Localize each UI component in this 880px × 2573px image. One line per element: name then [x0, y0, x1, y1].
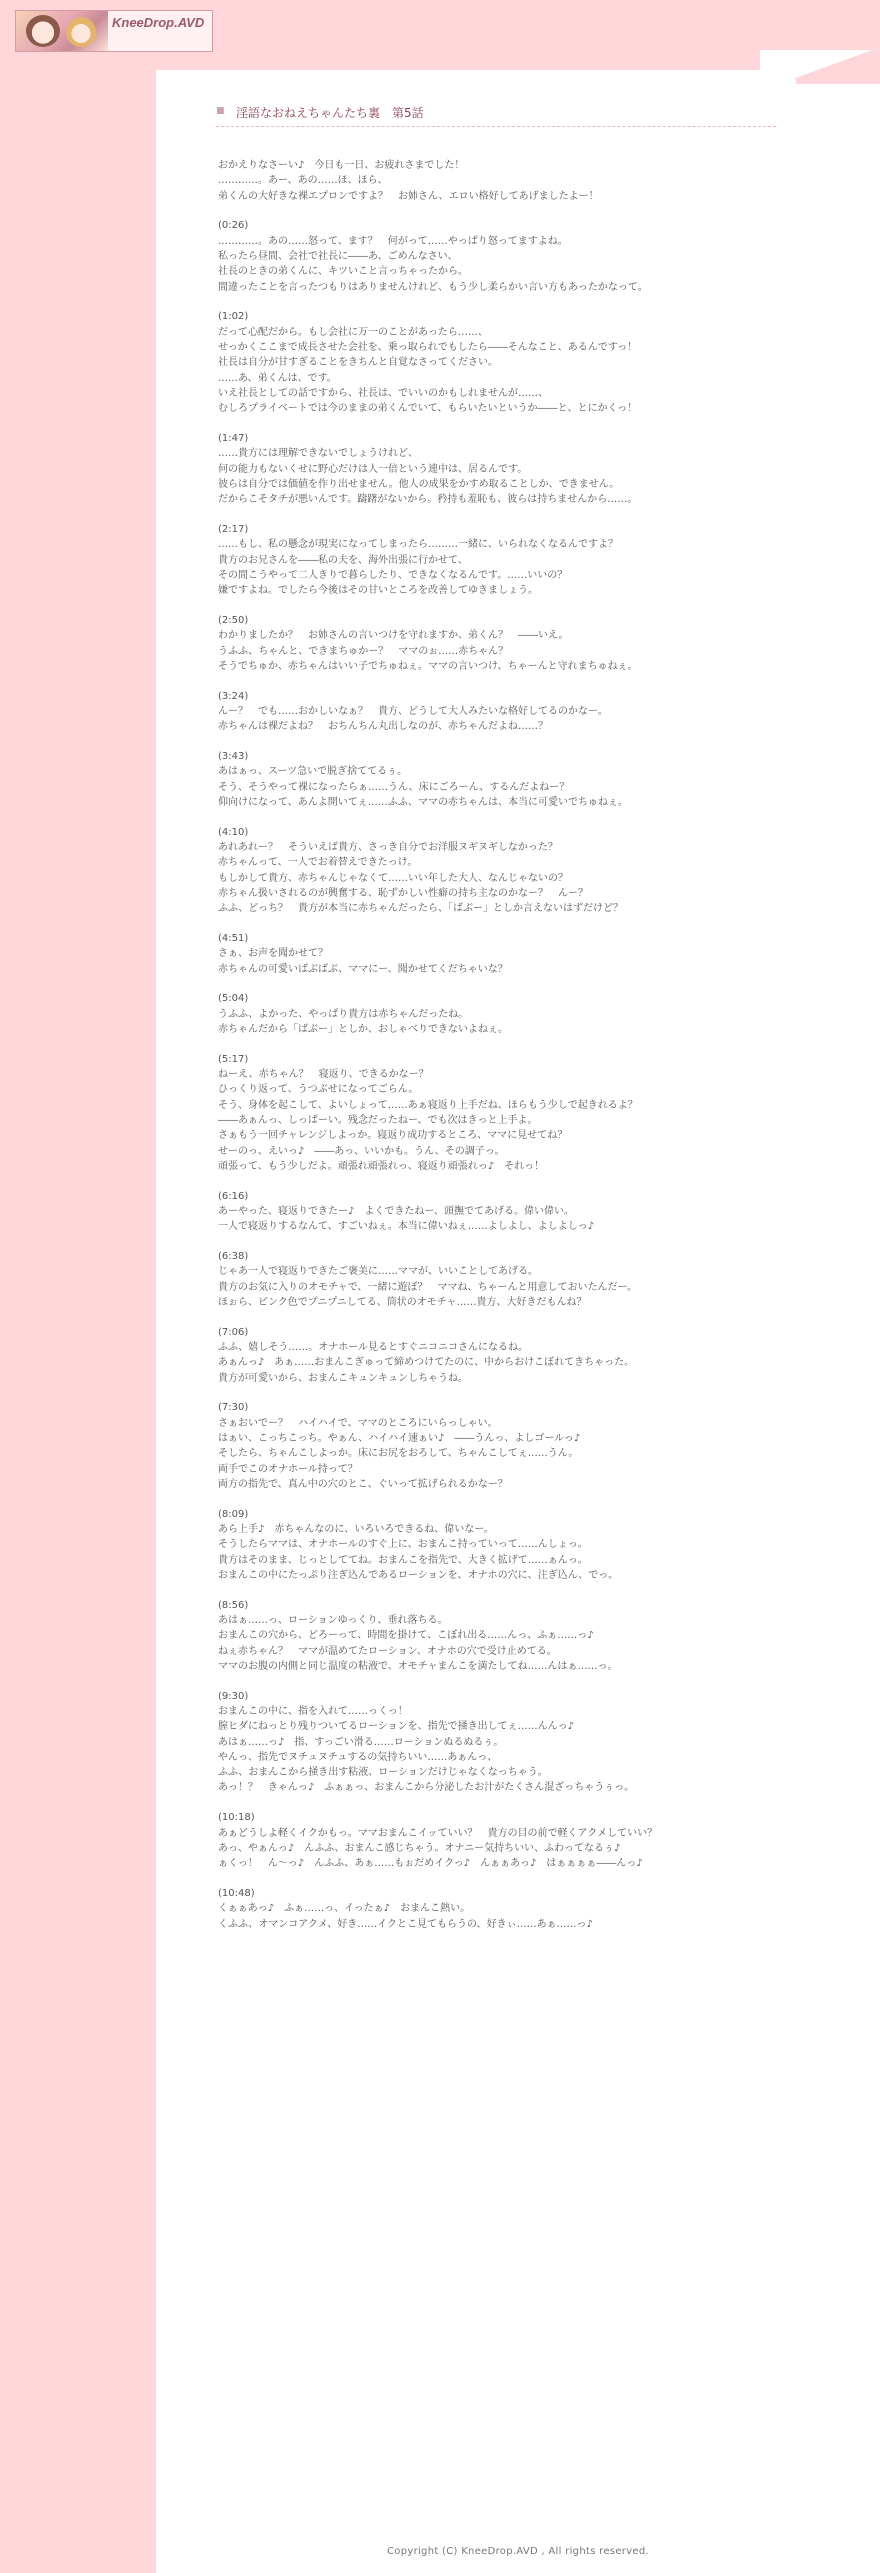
story-paragraph — [218, 431, 818, 507]
story-line: 貴方はそのまま、じっとしててね。おまんこを指先で、大きく拡げて……ぁんっ。 — [218, 1554, 588, 1566]
story-line: 私ったら昼間、会社で社長に――あ、ごめんなさい、 — [218, 250, 458, 262]
timestamp-line: (4:10) — [218, 826, 249, 838]
story-line: ぁくっ！ ん〜っ♪ んふふ、あぁ……もぉだめイクっ♪ んぁぁあっ♪ はぁぁぁぁ――んっ♪ — [218, 1858, 643, 1870]
story-line: もしかして貴方、赤ちゃんじゃなくて……いい年した大人、なんじゃないの？ — [218, 872, 568, 884]
story-line: あはぁっ、スーツ急いで脱ぎ捨ててるぅ。 — [218, 766, 408, 778]
story-line: ……もし、私の懸念が現実になってしまったら………一緒に、いられなくなるんですよ？ — [218, 539, 618, 551]
story-line: ママのお腹の内側と同じ温度の粘液で、オモチャまんこを満たしてね……んはぁ……っ。 — [218, 1660, 618, 1672]
timestamp-line: (2:50) — [218, 614, 249, 626]
timestamp-line: (7:06) — [218, 1326, 249, 1338]
story-line: ……貴方には理解できないでしょうけれど、 — [218, 448, 418, 460]
timestamp-line: (7:30) — [218, 1402, 249, 1414]
story-paragraph — [218, 1325, 818, 1386]
story-paragraph — [218, 1507, 818, 1583]
story-line: あぁどうしよ軽くイクかもっ。ママおまんこイッていい？ 貴方の目の前で軽くアクメしていい？ — [218, 1827, 658, 1839]
story-line: ほぉら、ピンク色でプニプニしてる、筒状のオモチャ……貴方、大好きだもんね？ — [218, 1296, 587, 1308]
story-line: せっかくここまで成長させた会社を、乗っ取られでもしたら――そんなこと、あるんですっ！ — [218, 341, 638, 353]
timestamp-line: (6:16) — [218, 1190, 249, 1202]
story-paragraph — [218, 1810, 818, 1871]
story-line: ふふ、嬉しそう……。オナホール見るとすぐニコニコさんになるね。 — [218, 1342, 528, 1353]
story-line: 嫌ですよね。でしたら今後はその甘いところを改善してゆきましょう。 — [218, 585, 538, 597]
story-line: …………。あー、あの……ほ、ほら、 — [218, 175, 388, 187]
copyright-footer: Copyright (C) KneeDrop.AVD , All rights reserved. — [387, 2546, 649, 2557]
site-logo[interactable] — [15, 10, 213, 52]
story-line: いえ社長としての話ですから、社長は、でいいのかもしれませんが……、 — [218, 387, 548, 399]
story-line: おまんこの中に、指を入れて……っくっ！ — [218, 1705, 408, 1717]
timestamp-line: (1:02) — [218, 311, 249, 323]
timestamp-line: (10:48) — [218, 1887, 255, 1899]
story-line: せーのっ、えいっ♪ ――あっ、いいかも。うん、その調子っ。 — [218, 1145, 505, 1157]
story-line: あれあれー？ そういえば貴方、さっき自分でお洋服ヌギヌギしなかった？ — [218, 841, 558, 853]
story-paragraph — [218, 931, 818, 977]
story-line: あら上手♪ 赤ちゃんなのに、いろいろできるね、偉いなー。 — [218, 1523, 494, 1535]
timestamp-line: (4:51) — [218, 932, 249, 944]
story-paragraph — [218, 1249, 818, 1310]
story-line: 弟くんの大好きな裸エプロンですよ？ お姉さん、エロい格好してあげましたよー！ — [218, 190, 599, 202]
story-line: だからこそタチが悪いんです。躊躇がないから。矜持も羞恥も、彼らは持ちませんから……。 — [218, 494, 638, 506]
story-line: くふふ、オマンコアクメ、好き……イクとこ見てもらうの、好きぃ……あぁ……っ♪ — [218, 1918, 593, 1930]
story-line: 貴方のお兄さんを――私の夫を、海外出張に行かせて、 — [218, 554, 468, 566]
timestamp-line: (10:18) — [218, 1812, 255, 1824]
story-line: 貴方のお気に入りのオモチャで、一緒に遊ぼ？ ママね、ちゃーんと用意しておいたんだー。 — [218, 1281, 638, 1293]
story-line: んー？ でも……おかしいなぁ？ 貴方、どうして大人みたいな格好してるのかなー。 — [218, 705, 608, 717]
story-line: …………。あの……怒って、ます？ 何がって……やっぱり怒ってますよね。 — [218, 235, 568, 247]
story-line: うふふ、ちゃんと、できまちゅかー？ ママのぉ……赤ちゃん？ — [218, 645, 509, 657]
story-line: 間違ったことを言ったつもりはありませんけれど、もう少し柔らかい言い方もあったかなって。 — [218, 281, 648, 293]
story-line: 社長は自分が甘すぎることをきちんと自覚なさってください。 — [218, 357, 498, 369]
story-line: ねーえ、赤ちゃん？ 寝返り、できるかなー？ — [218, 1069, 429, 1081]
story-line: そう、身体を起こして、よいしょって……あぁ寝返り上手だね、ほらもう少しで起きれるよ？ — [218, 1099, 638, 1111]
story-paragraph — [218, 1052, 818, 1174]
story-line: あはぁ……っ、ローションゆっくり、垂れ落ちる。 — [218, 1614, 448, 1626]
story-line: 社長のときの弟くんに、キツいこと言っちゃったから。 — [218, 266, 468, 278]
story-paragraph — [218, 1400, 818, 1492]
story-line: やんっ、指先でヌチュヌチュするの気持ちいい……あぁんっ、 — [218, 1751, 498, 1763]
story-line: そうでちゅか、赤ちゃんはいい子でちゅねぇ。ママの言いつけ、ちゃーんと守れまちゅねぇ。 — [218, 660, 638, 672]
story-line: むしろプライベートでは今のままの弟くんでいて、もらいたいというか――と、とにかくっ！ — [218, 403, 638, 415]
story-line: あっ！？ きゃんっ♪ ふぁぁっ、おまんこから分泌したお汁がたくさん混ざっちゃうぅっ。 — [218, 1782, 635, 1794]
story-line: 赤ちゃん扱いされるのが興奮する、恥ずかしい性癖の持ち主なのかなー？ んー？ — [218, 887, 588, 899]
story-paragraph — [218, 1886, 818, 1932]
story-paragraph — [218, 749, 818, 810]
timestamp-line: (1:47) — [218, 432, 249, 444]
story-paragraph — [218, 522, 818, 598]
story-paragraph — [218, 991, 818, 1037]
story-line: その間こうやって二人きりで暮らしたり、できなくなるんです。……いいの？ — [218, 569, 568, 581]
story-line: 両手でこのオナホール持って？ — [218, 1463, 358, 1475]
page-header — [216, 98, 776, 127]
page-title: 淫語なおねえちゃんたち裏 第5話 — [236, 106, 424, 120]
story-line: 赤ちゃんは裸だよね？ おちんちん丸出しなのが、赤ちゃんだよね……？ — [218, 721, 548, 733]
timestamp-line: (8:56) — [218, 1599, 249, 1611]
story-line: くぁぁあっ♪ ふぁ……っ、イったぁ♪ おまんこ熱い。 — [218, 1903, 471, 1915]
story-line: あぁんっ♪ あぁ……おまんこぎゅって締めつけてたのに、中からおけこぼれてきちゃった。 — [218, 1357, 635, 1369]
story-paragraph — [218, 158, 818, 204]
timestamp-line: (5:04) — [218, 993, 249, 1005]
timestamp-line: (6:38) — [218, 1251, 249, 1263]
story-line: だって心配だから。もし会社に万一のことがあったら……、 — [218, 326, 488, 338]
logo-illustration — [16, 11, 108, 51]
story-line: 仰向けになって、あんよ開いてぇ……ふふ、ママの赤ちゃんは、本当に可愛いでちゅねぇ。 — [218, 796, 628, 808]
story-paragraph — [218, 218, 818, 294]
timestamp-line: (5:17) — [218, 1053, 249, 1065]
story-line: 何の能力もないくせに野心だけは人一倍という連中は、居るんです。 — [218, 463, 528, 475]
story-line: さぁおいでー？ ハイハイで、ママのところにいらっしゃい。 — [218, 1417, 498, 1429]
story-line: 両方の指先で、真ん中の穴のとこ、ぐいって拡げられるかなー？ — [218, 1478, 508, 1490]
story-line: 頑張って、もう少しだよ。頑張れ頑張れっ、寝返り頑張れっ♪ それっ！ — [218, 1160, 545, 1172]
timestamp-line: (2:17) — [218, 523, 249, 535]
story-line: そうしたらママは、オナホールのすぐ上に、おまんこ持っていって……んしょっ。 — [218, 1539, 588, 1551]
story-paragraph — [218, 1689, 818, 1796]
story-line: ふふ、どっち？ 貴方が本当に赤ちゃんだったら、「ばぶー」としか言えないはずだけど？ — [218, 903, 623, 915]
story-line: あーやった、寝返りできたー♪ よくできたねー、頭撫でてあげる。偉い偉い。 — [218, 1205, 574, 1217]
story-line: 赤ちゃんの可愛いばぶばぶ、ママにー、聞かせてくだちゃいな？ — [218, 963, 508, 975]
title-bullet-icon: ■ — [216, 106, 225, 116]
story-paragraph — [218, 309, 818, 416]
story-line: あはぁ……っ♪ 指、すっごい滑る……ローションぬるぬるぅ。 — [218, 1736, 504, 1748]
story-text — [218, 158, 818, 1946]
story-line: おかえりなさーい♪ 今日も一日、お疲れさまでした！ — [218, 160, 465, 171]
story-line: 彼らは自分では価値を作り出せません。他人の成果をかすめ取ることしか、できません。 — [218, 478, 620, 490]
timestamp-line: (9:30) — [218, 1690, 249, 1702]
story-line: うふふ、よかった、やっぱり貴方は赤ちゃんだったね。 — [218, 1008, 469, 1020]
timestamp-line: (3:24) — [218, 690, 249, 702]
story-line: じゃあ一人で寝返りできたご褒美に……ママが、いいことしてあげる。 — [218, 1266, 538, 1278]
story-line: わかりましたか？ お姉さんの言いつけを守れますか、弟くん？ ――いえ。 — [218, 630, 569, 642]
timestamp-line: (3:43) — [218, 751, 249, 762]
story-line: はぁい、こっちこっち。やぁん、ハイハイ速ぁい♪ ――うんっ、よしゴールっ♪ — [218, 1432, 581, 1444]
story-line: ……あ、弟くんは、です。 — [218, 372, 337, 384]
content-panel — [156, 84, 880, 2573]
story-line: そう、そうやって裸になったらぁ……うん、床にごろーん、するんだよねー？ — [218, 781, 570, 793]
story-line: ふふ、おまんこから掻き出す粘液、ローションだけじゃなくなっちゃう。 — [218, 1767, 548, 1779]
story-line: ひっくり返って、うつぶせになってごらん。 — [218, 1084, 419, 1096]
story-line: ねぇ赤ちゃん？ ママが温めてたローション、オナホの穴で受け止めてる。 — [218, 1645, 557, 1657]
story-line: 赤ちゃんって、一人でお着替えできたっけ。 — [218, 857, 418, 869]
story-paragraph — [218, 1598, 818, 1674]
story-line: さぁもう一回チャレンジしよっか。寝返り成功するところ、ママに見せてね？ — [218, 1130, 568, 1142]
timestamp-line: (8:09) — [218, 1508, 249, 1520]
story-line: 膣ヒダにねっとり残りついてるローションを、指先で掻き出してぇ……んんっ♪ — [218, 1721, 574, 1733]
story-line: おまんこの中にたっぷり注ぎ込んであるローションを、オナホの穴に、注ぎ込ん、でっ。 — [218, 1569, 619, 1581]
story-line: 貴方が可愛いから、おまんこキュンキュンしちゃうね。 — [218, 1372, 468, 1384]
timestamp-line: (0:26) — [218, 220, 249, 232]
story-line: おまんこの穴から、どろーって、時間を掛けて、こぼれ出る……んっ、ふぁ……っ♪ — [218, 1630, 594, 1642]
story-paragraph — [218, 1189, 818, 1235]
story-paragraph — [218, 613, 818, 674]
logo-brand-text: KneeDrop.AVD — [112, 15, 205, 30]
story-line: 一人で寝返りするなんて、すごいねぇ。本当に偉いねぇ……よしよし、よしよしっ♪ — [218, 1221, 595, 1233]
story-line: そしたら、ちゃんこしよっか。床にお尻をおろして、ちゃんこしてぇ……うん。 — [218, 1448, 579, 1460]
story-line: ――あぁんっ、しっぱーい。残念だったねー、でも次はきっと上手よ。 — [218, 1114, 538, 1126]
story-line: あっ、やぁんっ♪ んふふ、おまんこ感じちゃう。オナニー気持ちいい、ふわってなるぅ♪ — [218, 1842, 621, 1854]
story-line: さぁ、お声を聞かせて？ — [218, 948, 328, 960]
story-paragraph — [218, 825, 818, 917]
story-paragraph — [218, 689, 818, 735]
story-line: 赤ちゃんだから「ばぶー」としか、おしゃべりできないよねぇ。 — [218, 1023, 508, 1035]
